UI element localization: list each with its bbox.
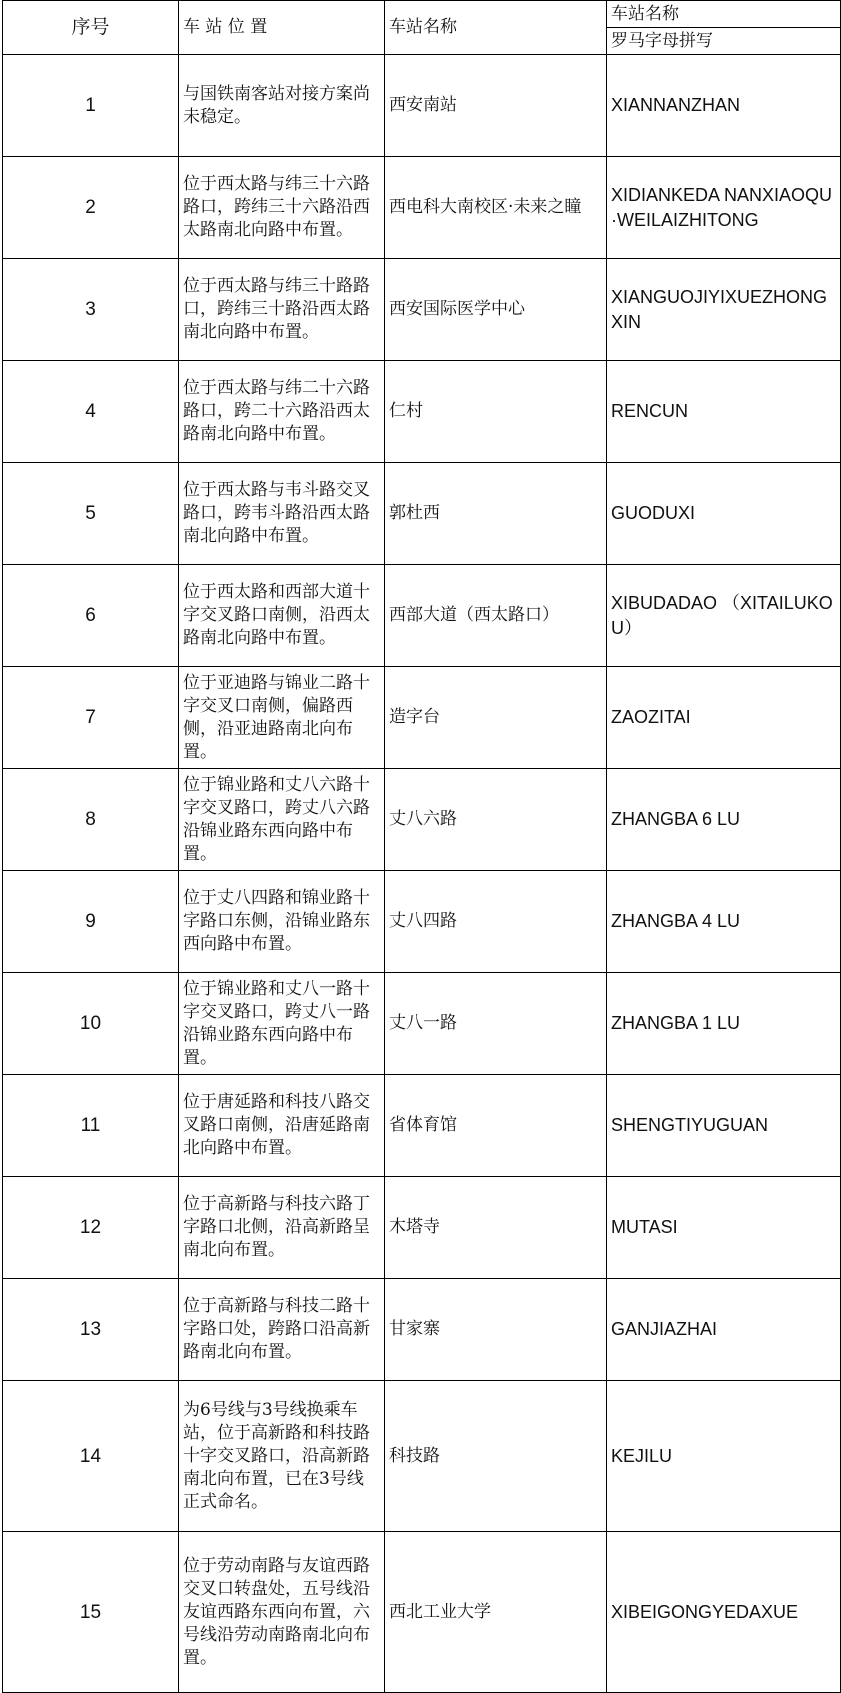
row-num: 14	[3, 1381, 179, 1532]
header-location: 车 站 位 置	[179, 1, 385, 55]
table-row	[3, 157, 841, 259]
table-header-row	[3, 1, 841, 55]
station-table-body	[3, 1, 841, 1693]
row-pinyin: XIDIANKEDA NANXIAOQU·WEILAIZHITONG	[607, 157, 841, 259]
row-pinyin: SHENGTIYUGUAN	[607, 1075, 841, 1177]
table-row	[3, 565, 841, 667]
row-station-name: 丈八六路	[385, 769, 607, 871]
table-row	[3, 1532, 841, 1693]
row-pinyin: XIBEIGONGYEDAXUE	[607, 1532, 841, 1693]
row-location: 位于劳动南路与友谊西路交叉口转盘处，五号线沿友谊西路东西向布置，六号线沿劳动南路南北向布置。	[179, 1532, 385, 1693]
table-row	[3, 259, 841, 361]
table-row	[3, 871, 841, 973]
row-station-name: 造字台	[385, 667, 607, 769]
table-row	[3, 55, 841, 157]
row-pinyin: ZAOZITAI	[607, 667, 841, 769]
row-pinyin: GUODUXI	[607, 463, 841, 565]
row-station-name: 丈八一路	[385, 973, 607, 1075]
row-num: 12	[3, 1177, 179, 1279]
row-pinyin: KEJILU	[607, 1381, 841, 1532]
row-num: 8	[3, 769, 179, 871]
row-num: 3	[3, 259, 179, 361]
row-num: 7	[3, 667, 179, 769]
row-location: 位于高新路与科技六路丁字路口北侧，沿高新路呈南北向布置。	[179, 1177, 385, 1279]
row-station-name: 西安国际医学中心	[385, 259, 607, 361]
row-station-name: 甘家寨	[385, 1279, 607, 1381]
row-station-name: 西北工业大学	[385, 1532, 607, 1693]
row-pinyin: RENCUN	[607, 361, 841, 463]
table-row	[3, 769, 841, 871]
row-num: 10	[3, 973, 179, 1075]
row-num: 15	[3, 1532, 179, 1693]
table-row	[3, 1279, 841, 1381]
station-table	[2, 0, 841, 1693]
table-row	[3, 1381, 841, 1532]
row-location: 位于高新路与科技二路十字路口处，跨路口沿高新路南北向布置。	[179, 1279, 385, 1381]
table-row	[3, 361, 841, 463]
row-station-name: 木塔寺	[385, 1177, 607, 1279]
row-num: 5	[3, 463, 179, 565]
row-station-name: 西电科大南校区·未来之瞳	[385, 157, 607, 259]
header-name: 车站名称	[385, 1, 607, 55]
row-station-name: 西部大道（西太路口）	[385, 565, 607, 667]
row-pinyin: XIANGUOJIYIXUEZHONGXIN	[607, 259, 841, 361]
row-location: 位于丈八四路和锦业路十字路口东侧，沿锦业路东西向路中布置。	[179, 871, 385, 973]
row-station-name: 西安南站	[385, 55, 607, 157]
row-num: 4	[3, 361, 179, 463]
header-num: 序号	[3, 1, 179, 55]
row-pinyin: XIBUDADAO （XITAILUKOU）	[607, 565, 841, 667]
row-pinyin: ZHANGBA 1 LU	[607, 973, 841, 1075]
row-location: 位于西太路和西部大道十字交叉路口南侧，沿西太路南北向路中布置。	[179, 565, 385, 667]
row-location: 位于西太路与纬三十六路路口，跨纬三十六路沿西太路南北向路中布置。	[179, 157, 385, 259]
header-pinyin-line2: 罗马字母拼写	[607, 27, 840, 54]
row-location: 位于西太路与纬三十路路口，跨纬三十路沿西太路南北向路中布置。	[179, 259, 385, 361]
row-station-name: 郭杜西	[385, 463, 607, 565]
row-location: 位于西太路与韦斗路交叉路口，跨韦斗路沿西太路南北向路中布置。	[179, 463, 385, 565]
header-pinyin	[607, 1, 841, 55]
row-location: 位于锦业路和丈八六路十字交叉路口，跨丈八六路沿锦业路东西向路中布置。	[179, 769, 385, 871]
table-row	[3, 667, 841, 769]
row-location: 为6号线与3号线换乘车站，位于高新路和科技路十字交叉路口，沿高新路南北向布置，已在3号线正式命名。	[179, 1381, 385, 1532]
row-num: 2	[3, 157, 179, 259]
row-pinyin: XIANNANZHAN	[607, 55, 841, 157]
row-num: 1	[3, 55, 179, 157]
row-location: 位于唐延路和科技八路交叉路口南侧，沿唐延路南北向路中布置。	[179, 1075, 385, 1177]
row-pinyin: GANJIAZHAI	[607, 1279, 841, 1381]
row-pinyin: ZHANGBA 4 LU	[607, 871, 841, 973]
row-station-name: 科技路	[385, 1381, 607, 1532]
row-num: 11	[3, 1075, 179, 1177]
table-row	[3, 463, 841, 565]
row-location: 位于亚迪路与锦业二路十字交叉口南侧，偏路西侧，沿亚迪路南北向布置。	[179, 667, 385, 769]
row-location: 与国铁南客站对接方案尚未稳定。	[179, 55, 385, 157]
row-pinyin: MUTASI	[607, 1177, 841, 1279]
row-station-name: 仁村	[385, 361, 607, 463]
table-row	[3, 973, 841, 1075]
row-station-name: 省体育馆	[385, 1075, 607, 1177]
row-station-name: 丈八四路	[385, 871, 607, 973]
row-num: 9	[3, 871, 179, 973]
table-row	[3, 1075, 841, 1177]
row-pinyin: ZHANGBA 6 LU	[607, 769, 841, 871]
row-num: 13	[3, 1279, 179, 1381]
table-row	[3, 1177, 841, 1279]
row-location: 位于西太路与纬二十六路路口，跨二十六路沿西太路南北向路中布置。	[179, 361, 385, 463]
row-location: 位于锦业路和丈八一路十字交叉路口，跨丈八一路沿锦业路东西向路中布置。	[179, 973, 385, 1075]
row-num: 6	[3, 565, 179, 667]
header-pinyin-line1: 车站名称	[611, 4, 679, 24]
